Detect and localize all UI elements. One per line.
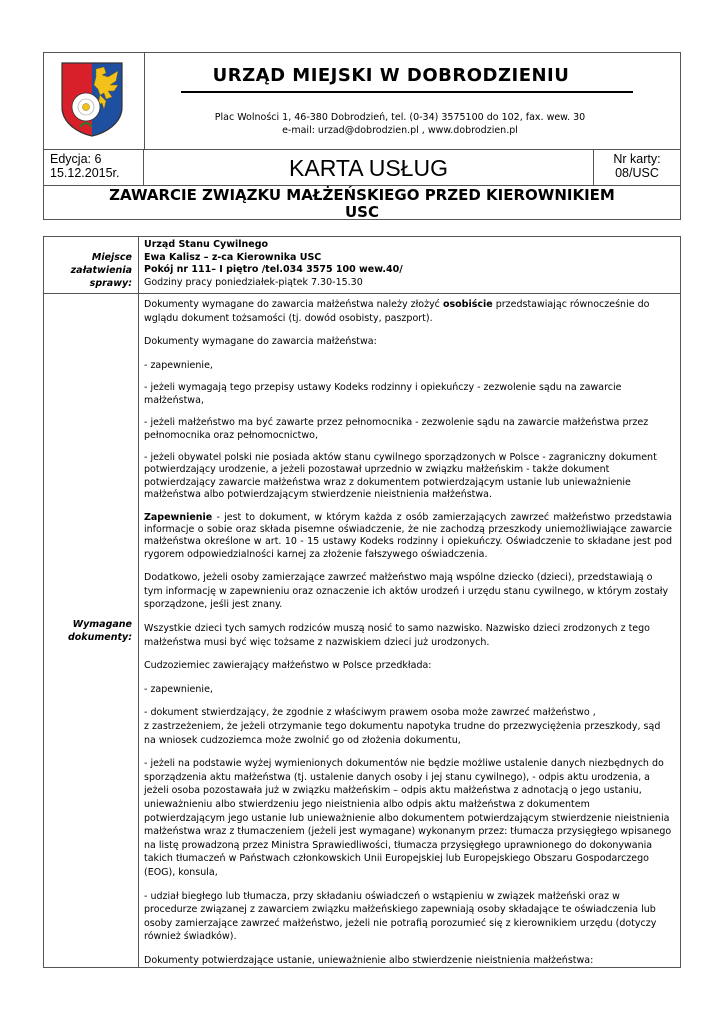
paragraph: Wszystkie dzieci tych samych rodziców muszą nosić to samo nazwisko. Nazwisko dzieci zrodzonych z tego małżeństwa musi być więc tożsame z nazwiskiem dzieci już urodzonych. [144, 623, 650, 648]
column-divider [138, 237, 139, 967]
edition-label: Edycja: 6 [50, 152, 102, 166]
text: - jest to dokument, w którym każda z osób zamierzających zawrzeć małżeństwo przedstawia informacje o sobie oraz składa pisemne oświadczenie, że nie zachodzą przeszkody uniemożliwiające zawarcie małżeństwa określone w art. 10 - 15 ustawy Kodeks rodzinny i opiekuńczy. Oświadczenie to składane jest pod rygorem odpowiedzialności karnej za złożenie fałszywego oświadczenia. [144, 511, 672, 560]
paragraph: Dokumenty potwierdzające ustanie, unieważnienie albo stwierdzenie nieistnienia małżeństwa: [144, 954, 594, 966]
paragraph: Cudzoziemiec zawierający małżeństwo w Polsce przedkłada: [144, 660, 432, 672]
office-title: URZĄD MIEJSKI W DOBRODZIENIU [212, 65, 570, 86]
coat-of-arms-icon [60, 61, 124, 137]
paragraph: Dodatkowo, jeżeli osoby zamierzające zawrzeć małżeństwo mają wspólne dziecko (dzieci), przedstawiają o tym informację w zapewnieniu oraz oznaczenie ich aktów urodzeń i urzędu stanu cywilnego, w którym zostały sporządzone, jeśli jest znany. [144, 572, 669, 611]
room-phone: Pokój nr 111– I piętro /tel.034 3575 100 wew.40/ [144, 264, 403, 275]
paragraph [144, 512, 672, 562]
place-label-line1: Miejsce [91, 252, 132, 263]
header-table [43, 52, 681, 220]
row-divider [44, 293, 680, 294]
place-label [46, 251, 132, 290]
bold-text: Zapewnienie [144, 511, 213, 523]
list-item: - jeżeli obywatel polski nie posiada aktów stanu cywilnego sporządzonych w Polsce - zagraniczny dokument potwierdzający urodzenie, a jeżeli pozostawał uprzednio w związku małżeńskim - także dokument potwierdzający zawarcie małżeństwa wraz z dokumentem potwierdzającym ustanie lub unieważnienie małżeństwa albo potwierdzającym stwierdzenie nieistnienia małżeństwa. [144, 452, 657, 501]
service-title-line2: USC [345, 203, 379, 221]
place-label-line3: sprawy: [89, 278, 132, 289]
text: przedstawiając równocześnie do wglądu dokument tożsamości (tj. dowód osobisty, paszport). [144, 299, 650, 324]
card-number-label: Nr karty: [613, 152, 661, 166]
text: z zastrzeżeniem, że jeżeli otrzymanie tego dokumentu napotyka trudne do przezwyciężenia przeszkody, sąd na wniosek cudzoziemca może zwolnić go od złożenia dokumentu, [144, 721, 661, 746]
text: - dokument stwierdzający, że zgodnie z właściwym prawem osoba może zawrzeć małżeństwo , [144, 707, 596, 719]
paragraph: Dokumenty wymagane do zawarcia małżeństwa: [144, 336, 377, 348]
details-table [43, 236, 681, 968]
title-underline [181, 91, 633, 93]
documents-label-line2: dokumenty: [67, 632, 132, 643]
card-number-value: 08/USC [615, 166, 659, 180]
office-hours: Godziny pracy poniedziałek-piątek 7.30-15.30 [144, 276, 363, 288]
office-name: Urząd Stanu Cywilnego [144, 239, 269, 250]
place-label-line2: załatwienia [70, 265, 132, 276]
title-cell [145, 53, 680, 149]
paragraph [144, 298, 672, 325]
service-title [44, 185, 680, 219]
service-title-line1: ZAWARCIE ZWIĄZKU MAŁŻEŃSKIEGO PRZED KIEROWNIKIEM [109, 186, 615, 204]
card-info-row [44, 149, 680, 186]
text: Dokumenty wymagane do zawarcia małżeństwa należy złożyć [144, 299, 443, 310]
official-name: Ewa Kalisz – z-ca Kierownika USC [144, 251, 322, 263]
card-title: KARTA USŁUG [289, 155, 448, 181]
logo-cell [44, 53, 145, 149]
list-item [144, 706, 672, 747]
edition-date: 15.12.2015r. [50, 166, 120, 180]
list-item: - jeżeli na podstawie wyżej wymienionych dokumentów nie będzie możliwe ustalenie danych niezbędnych do sporządzenia aktu małżeństwa (tj. ustalenie danych osoby i jej stanu cywilnego), - odpis aktu urodzenia, a jeżeli osoba pozostawała już w związku małżeńskim – odpis aktu małżeństwa z adnotacją o jego ustaniu, unieważnieniu albo stwierdzeniu jego nieistnienia albo odpis aktu małżeństwa z dokumentem potwierdzającym jego ustanie lub unieważnienie albo dokumentem potwierdzającym stwierdzenie nieistnienia małżeństwa wraz z tłumaczeniem (jeżeli jest wymagane) wykonanym przez: tłumacza przysięgłego wpisanego na listę prowadzoną przez Ministra Sprawiedliwości, tłumacza przysięgłego uprawnionego do dokonywania takich tłumaczeń w Państwach członkowskich Unii Europejskiej lub Europejskiego Obszaru Gospodarczego (EOG), konsula, [144, 758, 672, 878]
list-item: - jeżeli małżeństwo ma być zawarte przez pełnomocnika - zezwolenie sądu na zawarcie małżeństwa przez pełnomocnika oraz pełnomocnictwo, [144, 417, 649, 441]
edition-cell [44, 150, 144, 186]
documents-label [46, 618, 132, 644]
office-contact: e-mail: urzad@dobrodzien.pl , www.dobrodzien.pl [282, 125, 518, 136]
documents-label-line1: Wymagane [72, 619, 132, 630]
list-item: - zapewnienie, [144, 359, 213, 371]
list-item: - udział biegłego lub tłumacza, przy składaniu oświadczeń o wstąpieniu w związek małżeński oraz w procedurze związanej z zawarciem związku małżeńskiego zapewniają osoby składające te oświadczenia lub osoby zamierzające zawrzeć małżeństwo, jeżeli nie potrafią porozumieć się z kierownikiem urzędu (dotyczy również świadków). [144, 890, 657, 943]
office-address: Plac Wolności 1, 46-380 Dobrodzień, tel. (0-34) 3575100 do 102, fax. wew. 30 [214, 112, 586, 123]
card-number-cell [593, 150, 680, 186]
list-item: - zapewnienie, [144, 683, 213, 695]
place-details [144, 239, 674, 289]
bold-text: osobiście [442, 299, 493, 310]
list-item: - jeżeli wymagają tego przepisy ustawy Kodeks rodzinny i opiekuńczy - zezwolenie sądu na zawarcie małżeństwa, [144, 382, 622, 406]
documents-content [144, 298, 672, 968]
